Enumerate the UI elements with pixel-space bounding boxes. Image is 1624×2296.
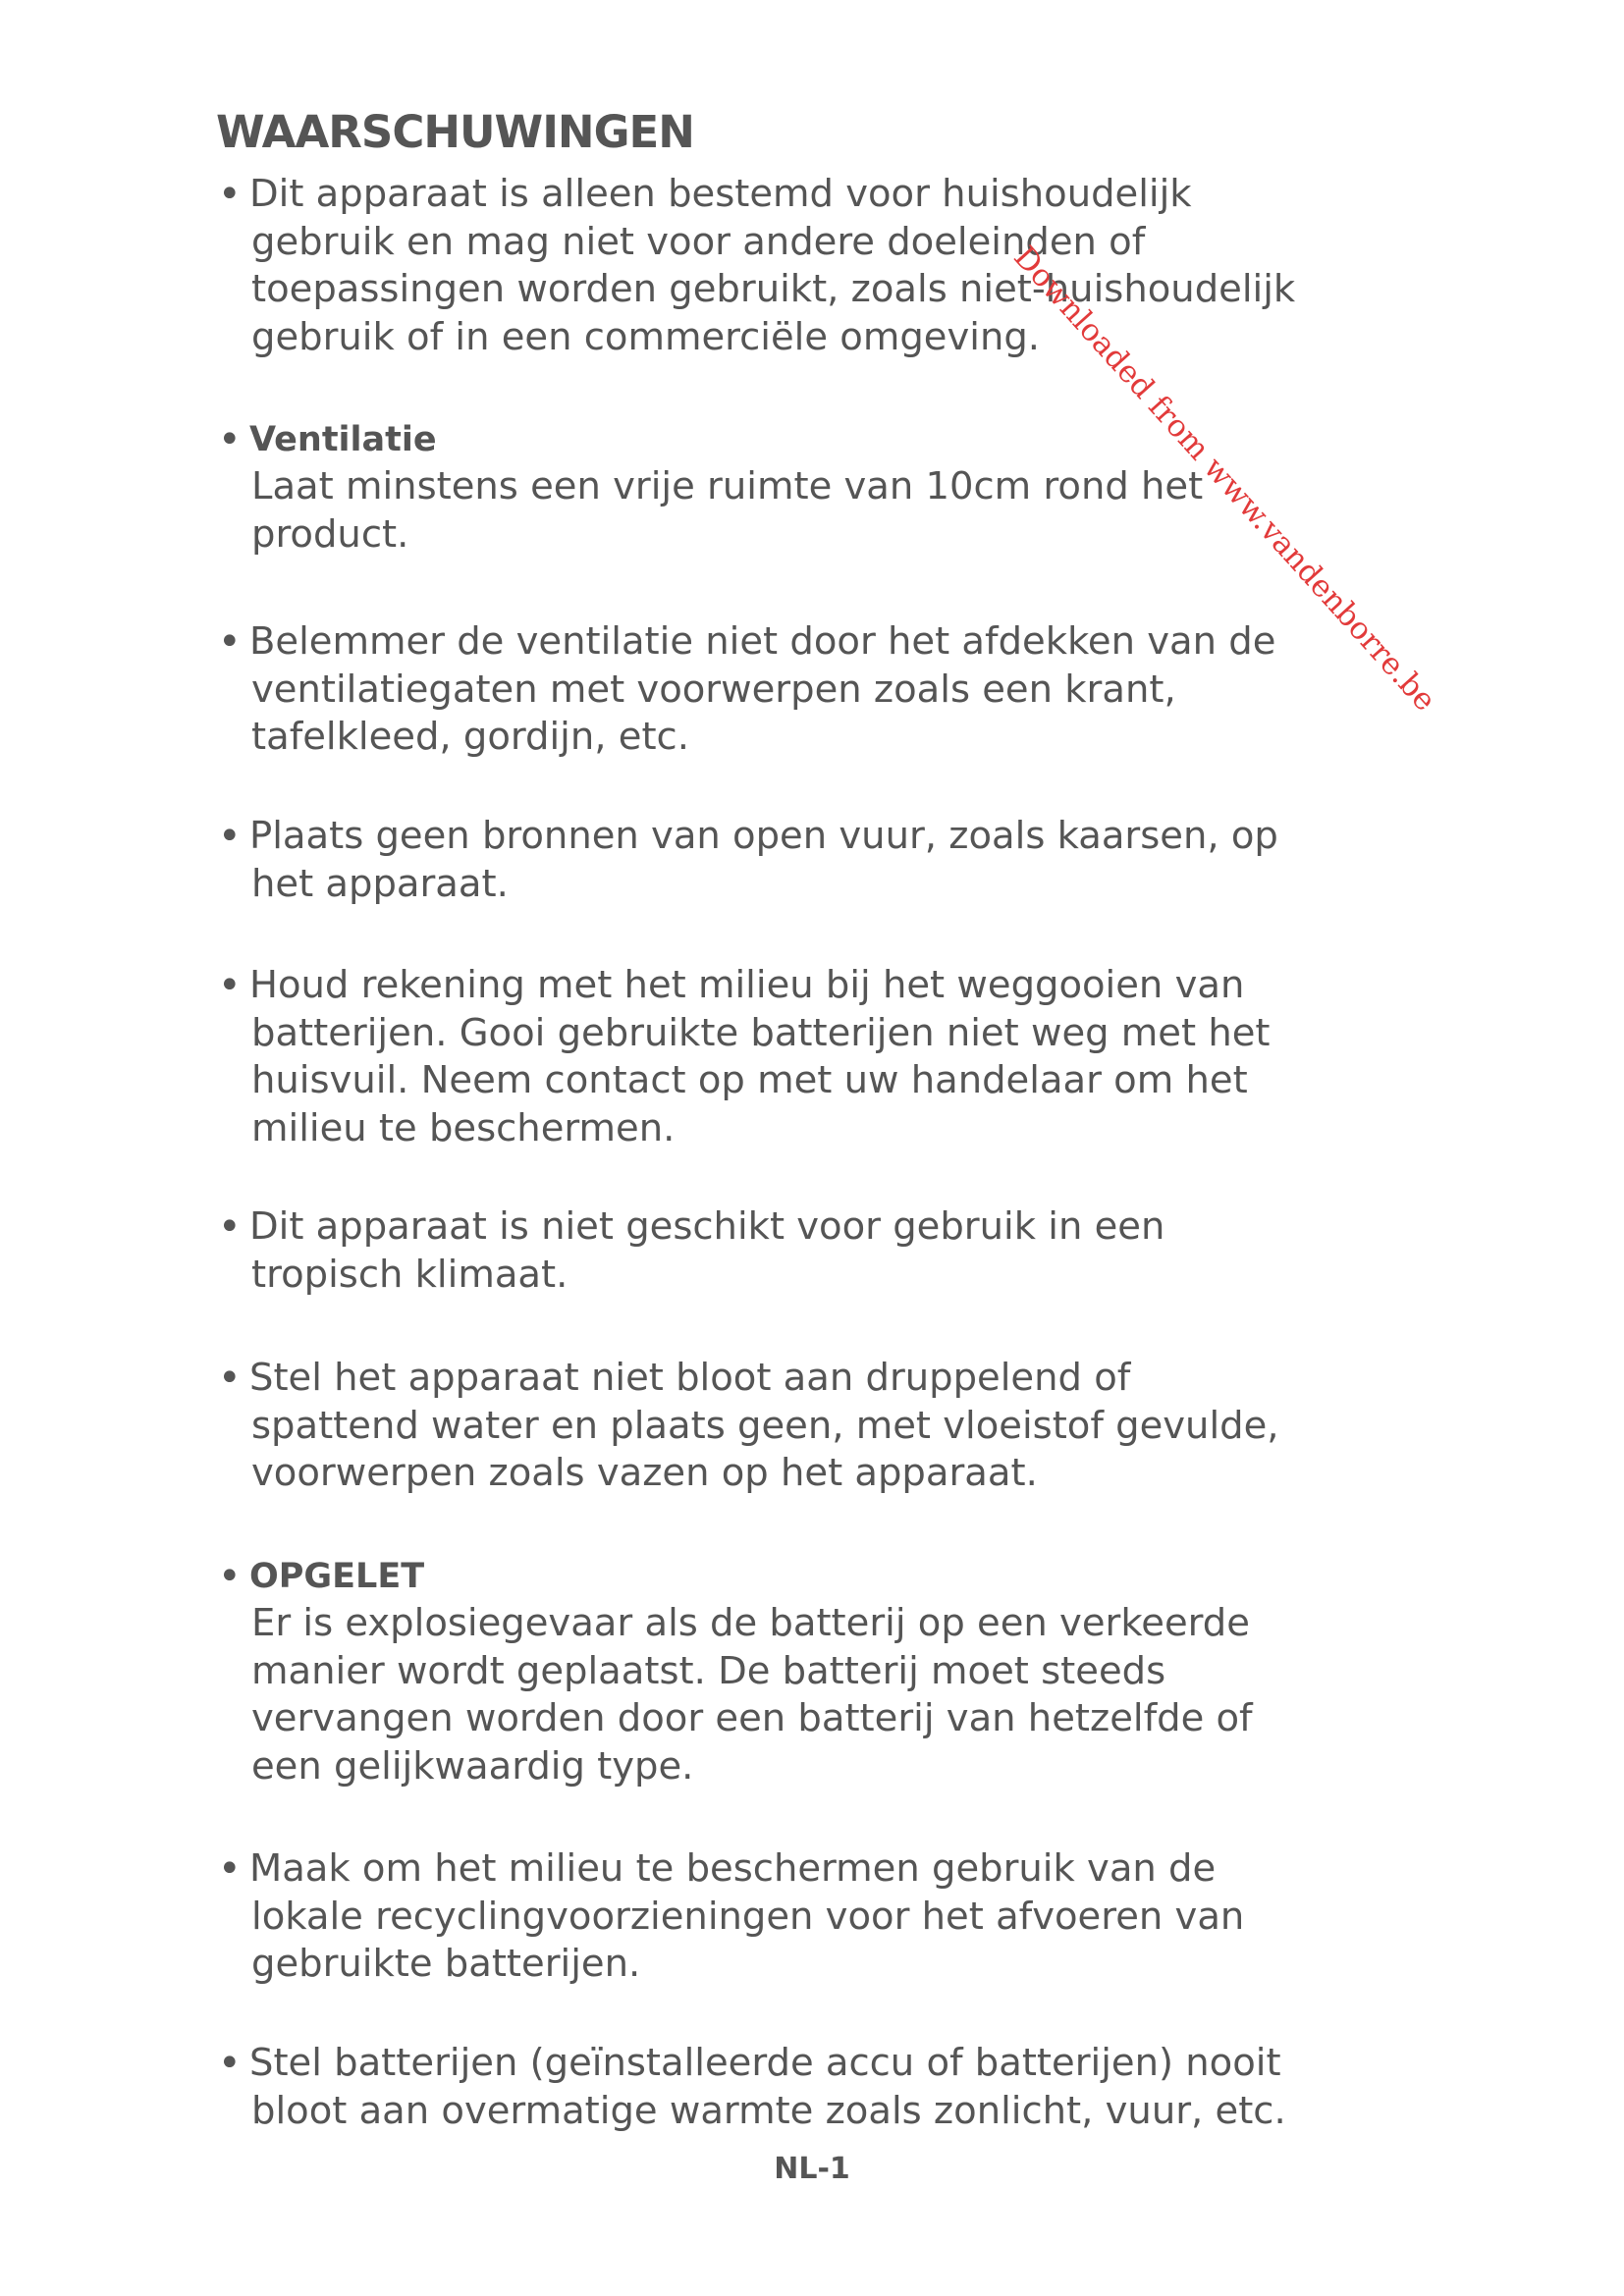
warning-text-line: gebruikte batterijen.	[251, 1942, 641, 1986]
warning-text-line: lokale recyclingvoorzieningen voor het afvoeren van	[251, 1894, 1245, 1939]
warning-text-line: gebruik of in een commerciële omgeving.	[251, 314, 1041, 359]
warning-text-line: tafelkleed, gordijn, etc.	[251, 715, 689, 759]
warning-text-line: Houd rekening met het milieu bij het weggooien van	[249, 963, 1245, 1007]
bullet-icon: •	[218, 1554, 242, 1599]
warning-heading: Ventilatie	[249, 420, 437, 459]
warning-item-tropical-climate	[218, 1203, 1524, 1299]
bullet-icon: •	[218, 417, 242, 462]
warning-text-line: Belemmer de ventilatie niet door het afdekken van de	[249, 619, 1276, 664]
warning-text-line: voorwerpen zoals vazen op het apparaat.	[251, 1451, 1038, 1495]
warning-text-line: Maak om het milieu te beschermen gebruik van de	[249, 1846, 1217, 1891]
warning-text-line: Stel batterijen (geïnstalleerde accu of batterijen) nooit	[249, 2041, 1281, 2085]
page-title: WAARSCHUWINGEN	[216, 106, 694, 158]
warning-text-line: Dit apparaat is alleen bestemd voor huishoudelijk	[249, 172, 1192, 216]
warning-text-line: product.	[251, 511, 409, 557]
warning-item-recycling	[218, 1845, 1524, 1989]
bullet-icon: •	[218, 814, 242, 859]
bullet-icon: •	[218, 1204, 242, 1250]
warning-text-line: manier wordt geplaatst. De batterij moet steeds	[251, 1648, 1166, 1693]
warning-text-line: Laat minstens een vrije ruimte van 10cm rond het	[251, 464, 1204, 508]
warning-item-household-use	[218, 171, 1524, 361]
warning-text-line: bloot aan overmatige warmte zoals zonlicht, vuur, etc.	[251, 2088, 1286, 2133]
download-watermark: Downloaded from www.vandenborre.be	[1006, 240, 1443, 719]
warning-item-battery-disposal	[218, 962, 1524, 1152]
warning-text-line: Dit apparaat is niet geschikt voor gebruik in een	[249, 1204, 1165, 1249]
warning-text-line: ventilatiegaten met voorwerpen zoals een krant,	[251, 667, 1176, 712]
warning-text-line: spattend water en plaats geen, met vloeistof gevulde,	[251, 1403, 1279, 1448]
bullet-icon: •	[218, 1356, 242, 1401]
warning-text-line: gebruik en mag niet voor andere doeleinden of	[251, 219, 1146, 264]
warning-text-line: tropisch klimaat.	[251, 1252, 568, 1297]
warning-text-line: batterijen. Gooi gebruikte batterijen niet weg met het	[251, 1010, 1271, 1055]
bullet-icon: •	[218, 619, 242, 665]
bullet-icon: •	[218, 963, 242, 1008]
warning-heading: OPGELET	[249, 1557, 425, 1596]
warning-text-line: vervangen worden door een batterij van hetzelfde of	[251, 1696, 1253, 1740]
warning-text-line: huisvuil. Neem contact op met uw handelaar om het	[251, 1058, 1248, 1102]
warning-text-line: toepassingen worden gebruikt, zoals niet-huishoudelijk	[251, 267, 1296, 311]
warning-item-ventilation-openings	[218, 618, 1524, 762]
warning-text-line: een gelijkwaardig type.	[251, 1743, 694, 1789]
bullet-icon: •	[218, 1846, 242, 1892]
bullet-icon: •	[218, 2041, 242, 2086]
warning-text-line: milieu te beschermen.	[251, 1105, 676, 1150]
warning-text-line: Plaats geen bronnen van open vuur, zoals kaarsen, op	[249, 814, 1278, 858]
warning-item-open-flame	[218, 813, 1524, 908]
warning-item-water	[218, 1355, 1524, 1498]
bullet-icon: •	[218, 172, 242, 217]
warning-text-line: Stel het apparaat niet bloot aan druppelend of	[249, 1356, 1131, 1400]
warning-item-heat	[218, 2040, 1524, 2135]
warning-text-line: Er is explosiegevaar als de batterij op een verkeerde	[251, 1601, 1250, 1645]
page-number: NL-1	[774, 2152, 850, 2186]
warning-item-caution-battery	[218, 1553, 1524, 1790]
warning-item-ventilation	[218, 416, 1524, 559]
warning-text-line: het apparaat.	[251, 861, 509, 906]
